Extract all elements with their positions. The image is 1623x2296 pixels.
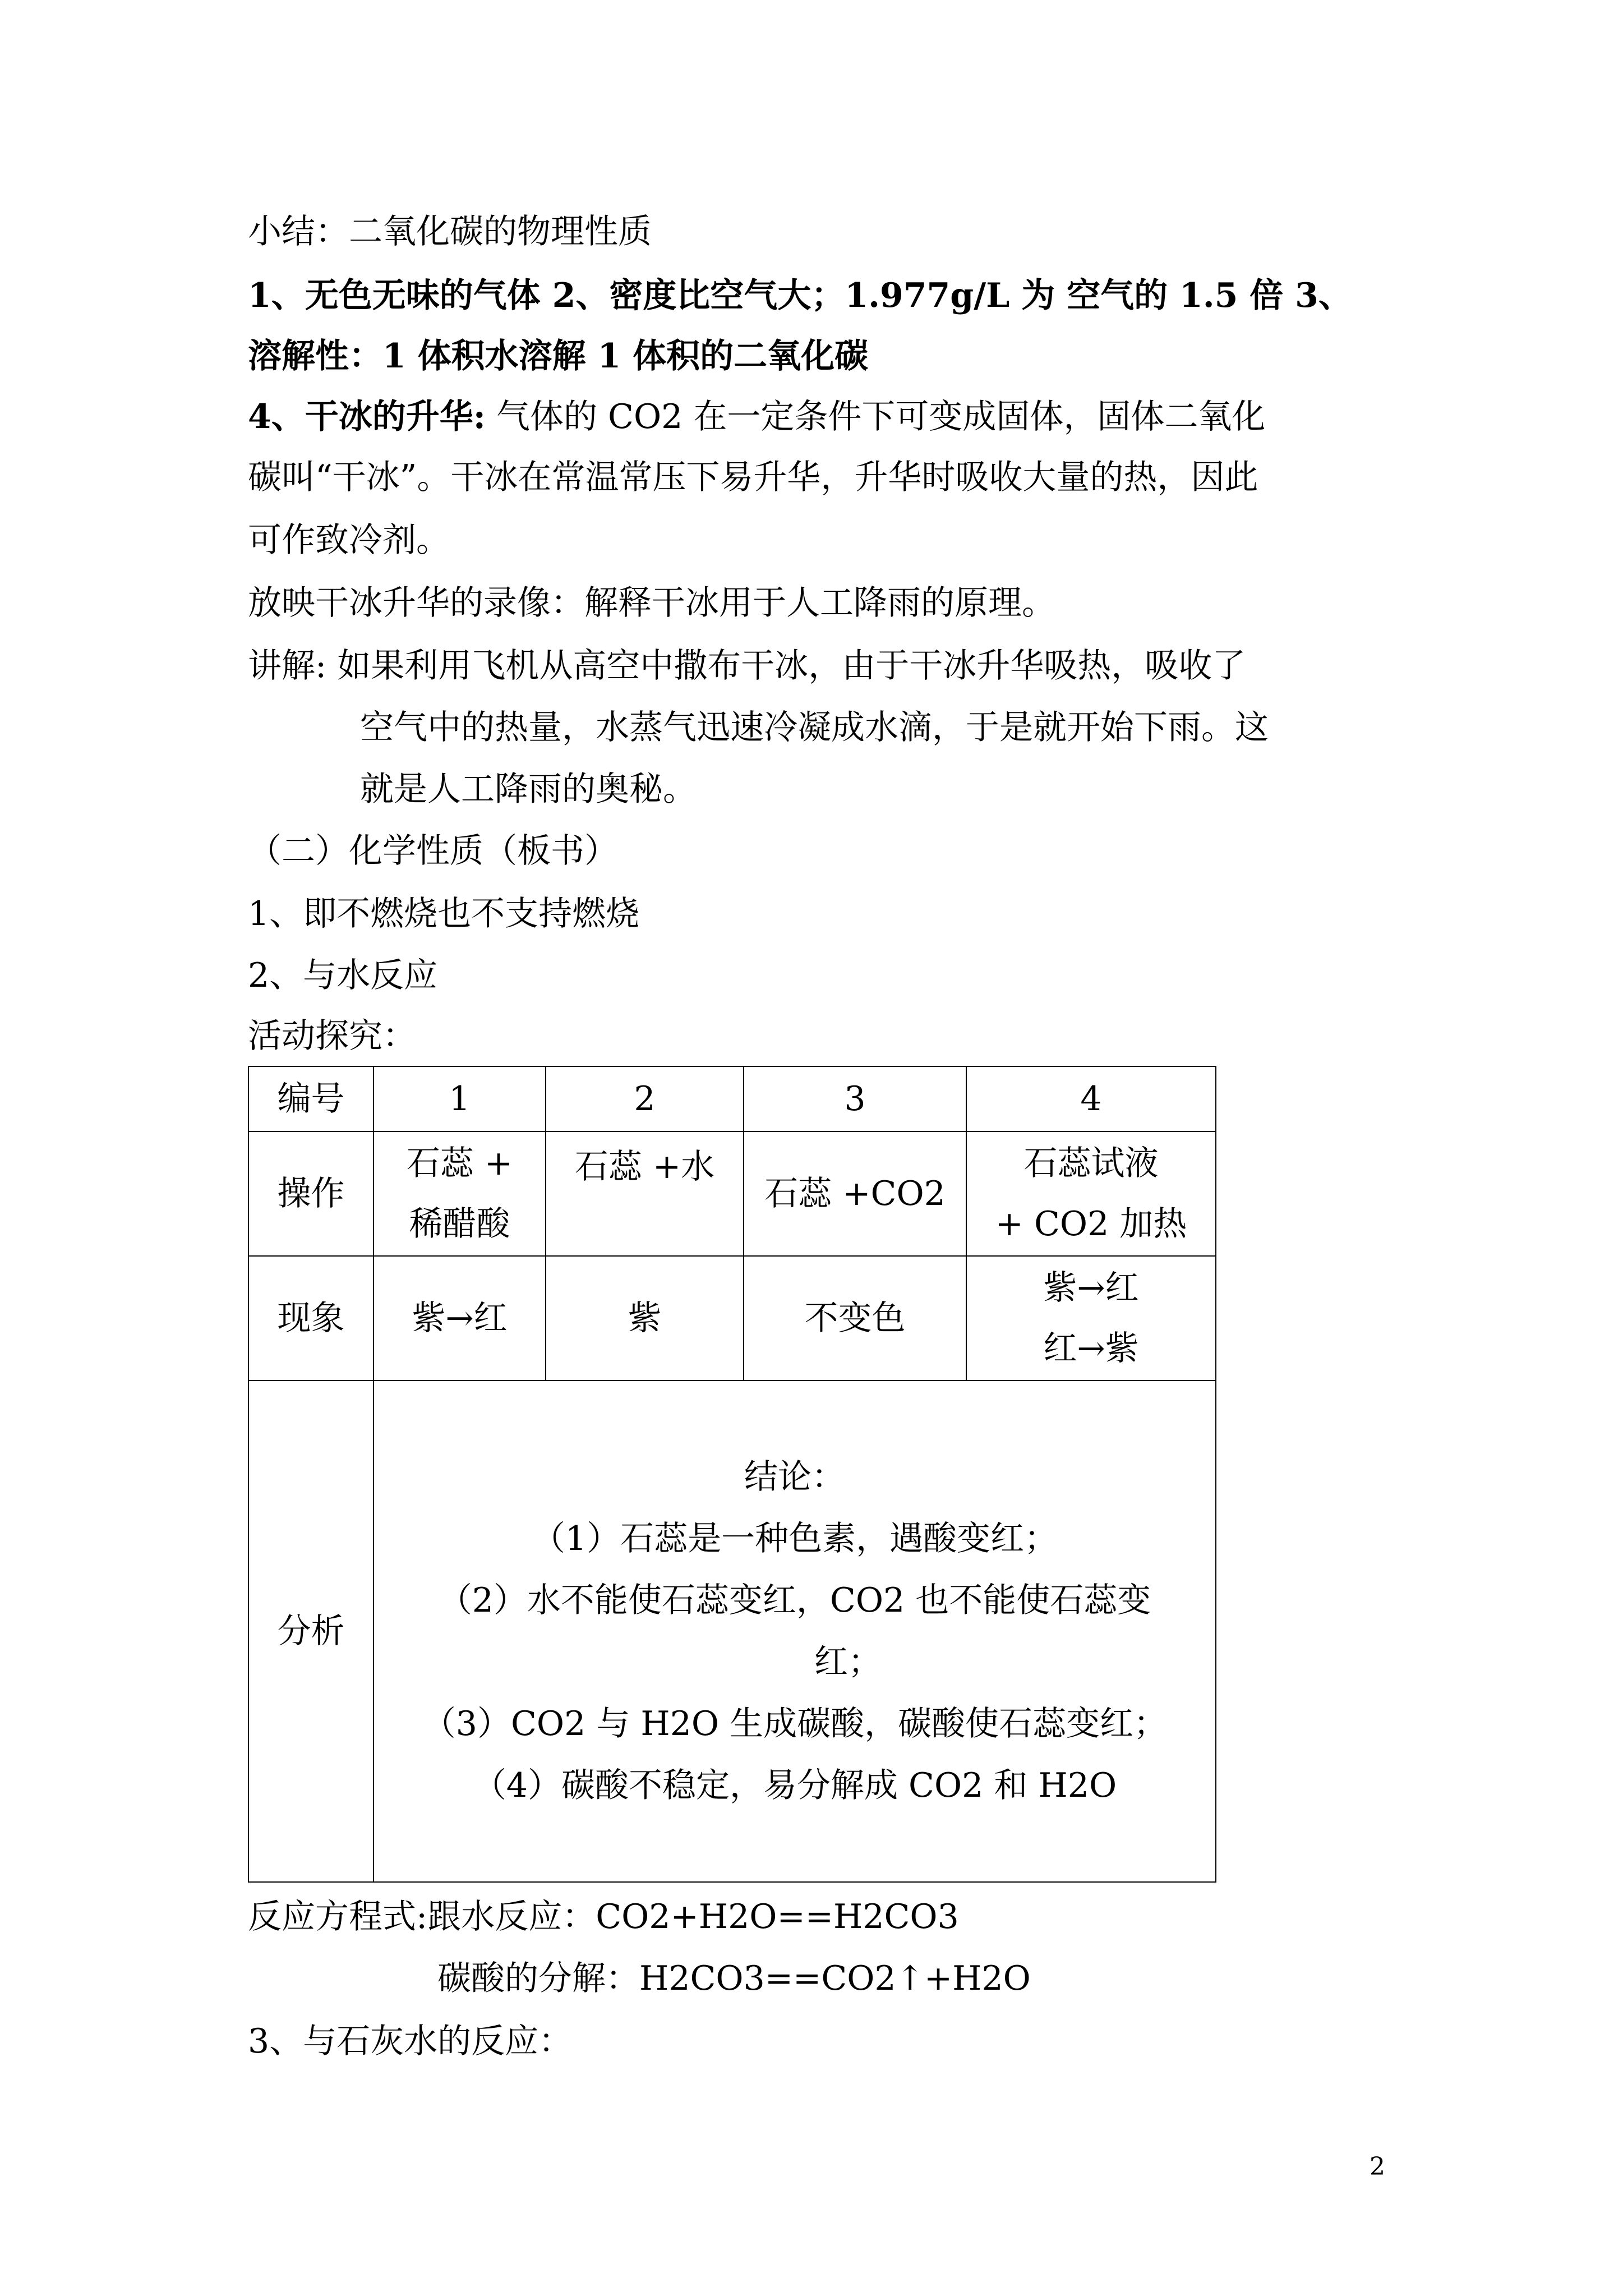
operation-cell-4-line-2: + CO2 加热 <box>995 1204 1187 1244</box>
item-2: 2、与水反应 <box>248 956 438 995</box>
chem-section-title: （二）化学性质（板书） <box>248 831 618 871</box>
phenomenon-cell-4 <box>966 1256 1216 1381</box>
analysis-cell <box>374 1381 1216 1882</box>
operation-cell-4 <box>966 1131 1216 1256</box>
phenomenon-cell-1: 紫→红 <box>374 1256 546 1381</box>
explain-line-3: 就是人工降雨的奥秘。 <box>360 770 697 809</box>
explain-line-2: 空气中的热量，水蒸气迅速冷凝成水滴，于是就开始下雨。这 <box>360 708 1269 747</box>
dry-ice-line-2: 碳叫“干冰”。干冰在常温常压下易升华，升华时吸收大量的热，因此 <box>248 458 1258 497</box>
property-line-2: 溶解性：1 体积水溶解 1 体积的二氧化碳 <box>248 337 869 376</box>
conclusion-point-1: （1）石蕊是一种色素，遇酸变红； <box>531 1519 1058 1558</box>
conclusion-point-2-continued: 红； <box>814 1642 882 1682</box>
operation-cell-2: 石蕊 +水 <box>546 1131 744 1256</box>
phenomenon-cell-4-line-1: 紫→红 <box>1043 1268 1139 1308</box>
operation-cell-3: 石蕊 +CO2 <box>744 1131 966 1256</box>
phenomenon-label: 现象 <box>248 1256 374 1381</box>
header-cell: 编号 <box>248 1066 374 1131</box>
dry-ice-text: 气体的 CO2 在一定条件下可变成固体，固体二氧化 <box>485 397 1266 436</box>
phenomenon-cell-4-line-2: 红→紫 <box>1043 1329 1139 1368</box>
header-cell: 3 <box>744 1066 966 1131</box>
header-cell: 2 <box>546 1066 744 1131</box>
summary-title: 小结：二氧化碳的物理性质 <box>248 212 652 251</box>
operation-cell-1-line-1: 石蕊 + <box>406 1144 513 1183</box>
analysis-label: 分析 <box>248 1381 374 1882</box>
conclusion-label: 结论： <box>744 1457 845 1497</box>
operation-row <box>248 1131 1216 1256</box>
item-1: 1、即不燃烧也不支持燃烧 <box>248 894 640 933</box>
equation-line-2: 碳酸的分解：H2CO3==CO2↑+H2O <box>437 1959 1031 1998</box>
dry-ice-line-3: 可作致冷剂。 <box>248 521 450 560</box>
phenomenon-row <box>248 1256 1216 1381</box>
header-cell: 4 <box>966 1066 1216 1131</box>
conclusion-point-2: （2）水不能使石蕊变红，CO2 也不能使石蕊变 <box>438 1581 1151 1620</box>
phenomenon-cell-3: 不变色 <box>744 1256 966 1381</box>
header-cell: 1 <box>374 1066 546 1131</box>
operation-cell-1-line-2: 稀醋酸 <box>409 1204 510 1244</box>
equation-line-1: 反应方程式:跟水反应：CO2+H2O==H2CO3 <box>248 1897 959 1936</box>
dry-ice-label: 4、干冰的升华: <box>248 397 486 436</box>
operation-label: 操作 <box>248 1131 374 1256</box>
table-header-row <box>248 1066 1216 1131</box>
page-number: 2 <box>1370 2152 1385 2181</box>
dry-ice-line <box>248 397 1265 436</box>
property-line-1: 1、无色无味的气体 2、密度比空气大；1.977g/L 为 空气的 1.5 倍 3、 <box>248 276 1352 315</box>
activity-label: 活动探究： <box>248 1016 416 1056</box>
operation-cell-1 <box>374 1131 546 1256</box>
explain-line-1: 讲解: 如果利用飞机从高空中撒布干冰，由于干冰升华吸热，吸收了 <box>248 646 1246 685</box>
analysis-row <box>248 1381 1216 1882</box>
conclusion-point-3: （3）CO2 与 H2O 生成碳酸，碳酸使石蕊变红； <box>422 1704 1168 1743</box>
phenomenon-cell-2: 紫 <box>546 1256 744 1381</box>
conclusion-point-4: （4）碳酸不稳定，易分解成 CO2 和 H2O <box>472 1766 1117 1805</box>
video-line: 放映干冰升华的录像：解释干冰用于人工降雨的原理。 <box>248 583 1055 623</box>
experiment-table <box>248 1066 1216 1883</box>
operation-cell-4-line-1: 石蕊试液 <box>1023 1144 1159 1183</box>
item-3: 3、与石灰水的反应： <box>248 2022 573 2061</box>
